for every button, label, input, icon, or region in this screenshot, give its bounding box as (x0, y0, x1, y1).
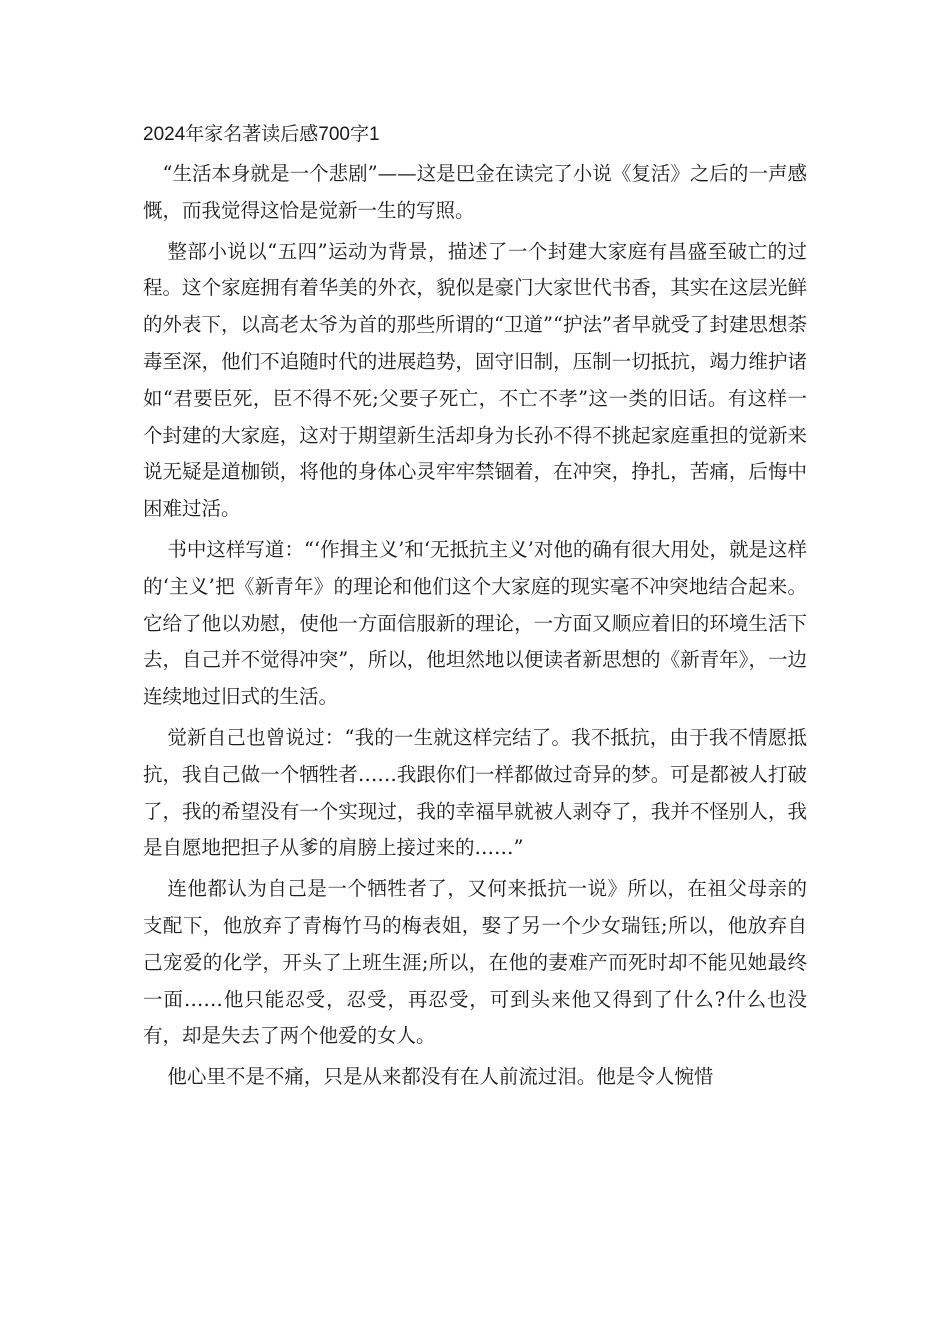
paragraph-3: 书中这样写道：“‘作揖主义’和‘无抵抗主义’对他的确有很大用处，就是这样的‘主义’把《新青年》的理论和他们这个大家庭的现实毫不冲突地结合起来。它给了他以劝慰，使他一方面信服新的理论，一方面又顺应着旧的环境生活下去，自己并不觉得冲突”，所以，他坦然地以便读者新思想的《新青年》，一边连续地过旧式的生活。 (143, 537, 807, 709)
paragraph-5: 连他都认为自己是一个牺牲者了，又何来抵抗一说》所以，在祖父母亲的支配下，他放弃了青梅竹马的梅表姐，娶了另一个少女瑞钰;所以，他放弃自己宠爱的化学，开头了上班生涯;所以，在他的妻难产而死时却不能见她最终一面……他只能忍受，忍受，再忍受，可到头来他又得到了什么?什么也没有，却是失去了两个他爱的女人。 (143, 877, 807, 1048)
paragraph-6: 他心里不是不痛，只是从来都没有在人前流过泪。他是令人惋惜 (167, 1065, 714, 1089)
paragraph-4: 觉新自己也曾说过：“我的一生就这样完结了。我不抵抗，由于我不情愿抵抗，我自己做一个牺牲者……我跟你们一样都做过奇异的梦。可是都被人打破了，我的希望没有一个实现过，我的幸福早就被人剥夺了，我并不怪别人，我是自愿地把担子从爹的肩膀上接过来的……” (143, 725, 807, 860)
document-body (143, 156, 807, 1100)
paragraph-2: 整部小说以“五四”运动为背景，描述了一个封建大家庭有昌盛至破亡的过程。这个家庭拥有着华美的外衣，貌似是豪门大家世代书香，其实在这层光鲜的外表下，以高老太爷为首的那些所谓的“卫道”“护法”者早就受了封建思想荼毒至深，他们不追随时代的进展趋势，固守旧制，压制一切抵抗，竭力维护诸如“君要臣死，臣不得不死;父要子死亡，不亡不孝”这一类的旧话。有这样一个封建的大家庭，这对于期望新生活却身为长孙不得不挑起家庭重担的觉新来说无疑是道枷锁，将他的身体心灵牢牢禁锢着，在冲突，挣扎，苦痛，后悔中困难过活。 (143, 239, 807, 521)
document-title: 2024年家名著读后感700字1 (143, 124, 380, 145)
paragraph-1: “生活本身就是一个悲剧”——这是巴金在读完了小说《复活》之后的一声感慨，而我觉得这恰是觉新一生的写照。 (143, 162, 807, 222)
